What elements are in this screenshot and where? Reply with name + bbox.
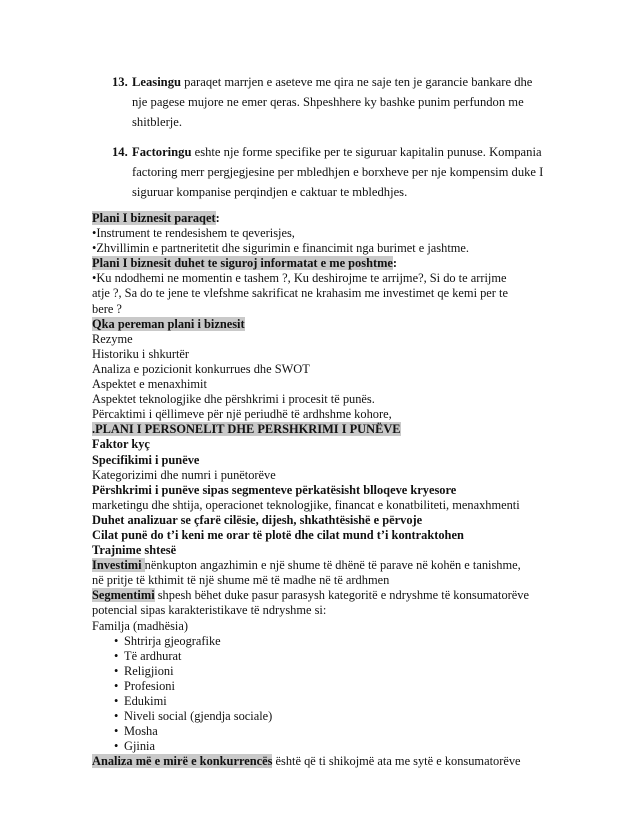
list-item: [92, 664, 562, 679]
investment-text: nënkupton angazhimin e një shume të dhënë të parave në kohën e tanishme,: [144, 558, 521, 573]
plan-question-line: atje ?, Sa do te jene te vlefshme sakrificat ne krahasim me investimet qe kemi per te: [92, 286, 508, 301]
plan-heading-2: Plani I biznesit duhet te siguroj informatat e me poshtme: [92, 256, 393, 271]
personnel-heading: .PLANI I PERSONELIT DHE PERSHKRIMI I PUNËVE: [92, 422, 401, 437]
segment-family: Familja (madhësia): [92, 618, 188, 633]
plan-heading-2-colon: :: [392, 256, 398, 271]
leasing-line-2: nje pagese mujore ne emer qeras. Shpeshhere ky bashke punim perfundon me: [132, 95, 524, 109]
bullet-icon: •: [114, 663, 119, 678]
bullet-text: Religjioni: [124, 663, 174, 678]
contents-item: Historiku i shkurtër: [92, 346, 190, 361]
plan-heading-colon: :: [215, 211, 220, 225]
plan-heading: Plani I biznesit paraqet: [92, 211, 216, 225]
contents-item: Analiza e pozicionit konkurrues dhe SWOT: [92, 361, 310, 376]
list-item-leasing: [112, 72, 552, 132]
bullet-text: Profesioni: [124, 678, 175, 693]
list-item: [92, 694, 562, 709]
segment-text: shpesh bëhet duke pasur parasysh kategoritë e ndryshme të konsumatorëve: [154, 588, 530, 603]
investment-line-2: në pritje të kthimit të një shume më të madhe në të ardhmen: [92, 573, 390, 588]
list-item-factoring: [112, 142, 552, 202]
list-item: [92, 739, 562, 754]
key-factor: Faktor kyç: [92, 437, 150, 452]
factoring-line-3: siguruar kompanise perqindjen e caktuar te mbledhjes.: [132, 185, 408, 199]
bullet-icon: •: [114, 678, 119, 693]
contents-heading: Qka pereman plani i biznesit: [92, 316, 245, 331]
competition-term: Analiza më e mirë e konkurrencës: [92, 754, 273, 769]
leasing-line-3: shitblerje.: [132, 115, 183, 129]
contents-item: Përcaktimi i qëllimeve për një periudhë të ardhshme kohore,: [92, 407, 392, 422]
list-item: [92, 634, 562, 649]
segment-bullet-list: [92, 634, 562, 755]
list-item: [92, 709, 562, 724]
bullet-icon: •: [114, 724, 119, 739]
document-body: [92, 211, 562, 769]
leasing-line-1: paraqet marrjen e aseteve me qira ne saje ten je garancie bankare dhe: [181, 75, 533, 89]
plan-item: •Zhvillimin e partneritetit dhe sigurimin e financimit nga burimet e jashtme.: [92, 241, 469, 256]
list-item: [92, 649, 562, 664]
bullet-text: Mosha: [124, 724, 158, 739]
segment-line-2: potencial sipas karakteristikave të ndryshme si:: [92, 603, 327, 618]
bullet-text: Gjinia: [124, 739, 155, 754]
numbered-list: [112, 72, 552, 212]
bullet-icon: •: [114, 694, 119, 708]
bullet-icon: •: [114, 648, 119, 663]
contents-item: Rezyme: [92, 331, 133, 346]
bullet-text: Të ardhurat: [124, 648, 182, 663]
factoring-line-1: eshte nje forme specifike per te siguruar kapitalin punuse. Kompania: [191, 145, 542, 159]
spec-title: Specifikimi i punëve: [92, 452, 200, 467]
spec-text: Kategorizimi dhe numri i punëtorëve: [92, 467, 276, 482]
factoring-line-2: factoring merr pergjegjesine per mbledhjen e borxheve per nje kompensim duke I: [132, 165, 544, 179]
competition-text: është që ti shikojmë ata me sytë e konsumatorëve: [272, 754, 521, 769]
term-factoring: Factoringu: [132, 145, 192, 159]
item-number: 14.: [112, 145, 128, 159]
desc-text: marketingu dhe shtija, operacionet teknologjike, financat e konatbiliteti, menaxhmenti: [92, 497, 520, 512]
bullet-icon: •: [114, 709, 119, 724]
bullet-text: Edukimi: [124, 694, 167, 708]
list-item: [92, 679, 562, 694]
investment-term: Investimi: [92, 558, 145, 573]
segment-term: Segmentimi: [92, 588, 155, 603]
bullet-icon: •: [114, 739, 119, 754]
bullet-text: Shtrirja gjeografike: [124, 633, 221, 648]
term-leasing: Leasingu: [132, 75, 181, 89]
contents-item: Aspektet teknologjike dhe përshkrimi i procesit të punës.: [92, 392, 375, 407]
plan-question-line: bere ?: [92, 301, 122, 316]
plan-item: •Instrument te rendesishem te qeverisjes,: [92, 226, 295, 241]
question-1: Duhet analizuar se çfarë cilësie, dijesh, shkathtësishë e përvoje: [92, 512, 423, 527]
bullet-text: Niveli social (gjendja sociale): [124, 709, 273, 724]
training-title: Trajnime shtesë: [92, 543, 177, 558]
contents-item: Aspektet e menaxhimit: [92, 377, 207, 392]
plan-question-line: •Ku ndodhemi ne momentin e tashem ?, Ku deshirojme te arrijme?, Si do te arrijme: [92, 271, 507, 286]
question-2: Cilat punë do t’i keni me orar të plotë dhe cilat mund t’i kontraktohen: [92, 527, 464, 542]
list-item: [92, 724, 562, 739]
desc-title: Përshkrimi i punëve sipas segmenteve përkatësisht blloqeve kryesore: [92, 482, 457, 497]
item-number: 13.: [112, 75, 128, 89]
bullet-icon: •: [114, 633, 119, 648]
